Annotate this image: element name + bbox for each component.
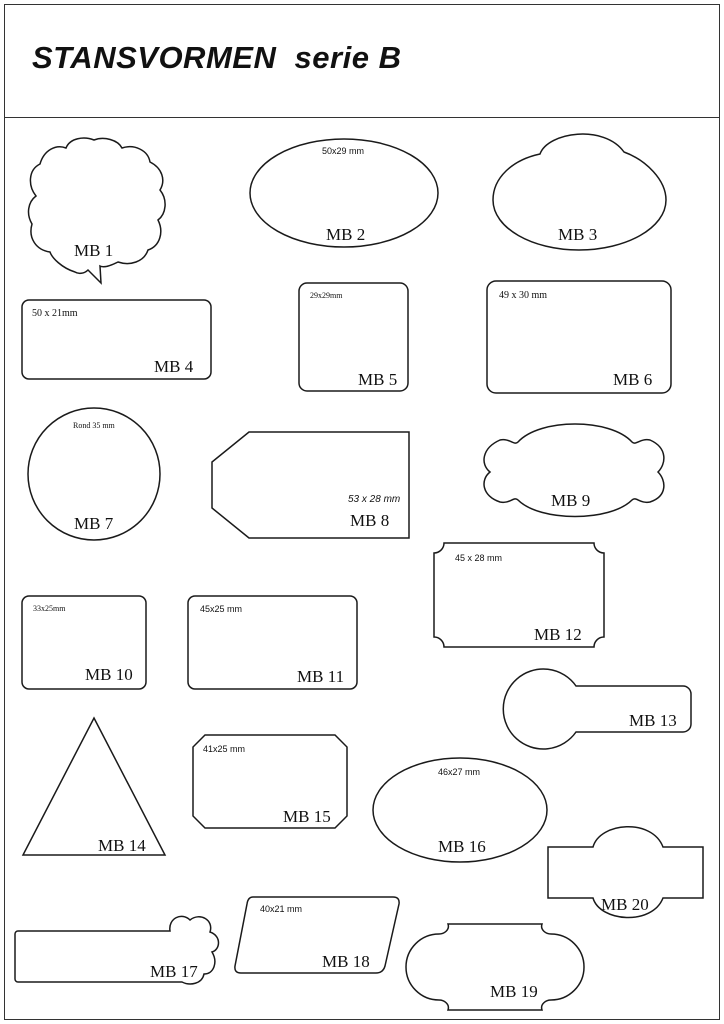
size-mb7: Rond 35 mm [73,421,115,430]
size-mb2: 50x29 mm [322,146,365,156]
label-mb4: MB 4 [154,357,194,376]
shape-mb13 [503,669,691,749]
label-mb3: MB 3 [558,225,598,244]
size-mb6: 49 x 30 mm [499,290,548,301]
shape-mb19 [406,924,584,1010]
shape-mb18 [235,897,399,973]
shape-mb15 [193,735,347,828]
size-mb11: 45x25 mm [200,604,243,614]
label-mb15: MB 15 [283,807,331,826]
page-title: STANSVORMEN serie B [32,40,402,75]
shape-mb2 [250,139,438,247]
shape-mb3 [493,134,666,250]
size-mb18: 40x21 mm [260,904,303,914]
size-mb8: 53 x 28 mm [348,494,401,505]
shape-mb1 [29,138,166,283]
size-mb5: 29x29mm [310,291,343,300]
shape-mb10 [22,596,146,689]
label-mb9: MB 9 [551,491,591,510]
label-mb16: MB 16 [438,837,486,856]
label-mb20: MB 20 [601,895,649,914]
label-mb8: MB 8 [350,511,390,530]
shape-mb8 [212,432,409,538]
shape-mb14 [23,718,165,855]
shape-mb4 [22,300,211,379]
shape-mb5 [299,283,408,391]
label-mb18: MB 18 [322,952,370,971]
label-mb2: MB 2 [326,225,366,244]
label-mb7: MB 7 [74,514,114,533]
size-mb10: 33x25mm [33,604,66,613]
size-mb16: 46x27 mm [438,767,481,777]
shape-mb7 [28,408,160,540]
label-mb12: MB 12 [534,625,582,644]
label-mb1: MB 1 [74,241,114,260]
shape-mb12 [434,543,604,647]
shape-mb11 [188,596,357,689]
size-mb15: 41x25 mm [203,744,246,754]
label-mb13: MB 13 [629,711,677,730]
shape-mb16 [373,758,547,862]
size-mb12: 45 x 28 mm [455,553,503,563]
shape-mb9 [484,424,664,517]
shape-mb17 [15,916,219,984]
size-mb4: 50 x 21mm [32,308,78,319]
shape-mb20 [548,827,703,918]
label-mb11: MB 11 [297,667,345,686]
label-mb14: MB 14 [98,836,146,855]
label-mb19: MB 19 [490,982,538,1001]
shape-mb6 [487,281,671,393]
label-mb10: MB 10 [85,665,133,684]
label-mb6: MB 6 [613,370,653,389]
label-mb5: MB 5 [358,370,398,389]
label-mb17: MB 17 [150,962,198,981]
